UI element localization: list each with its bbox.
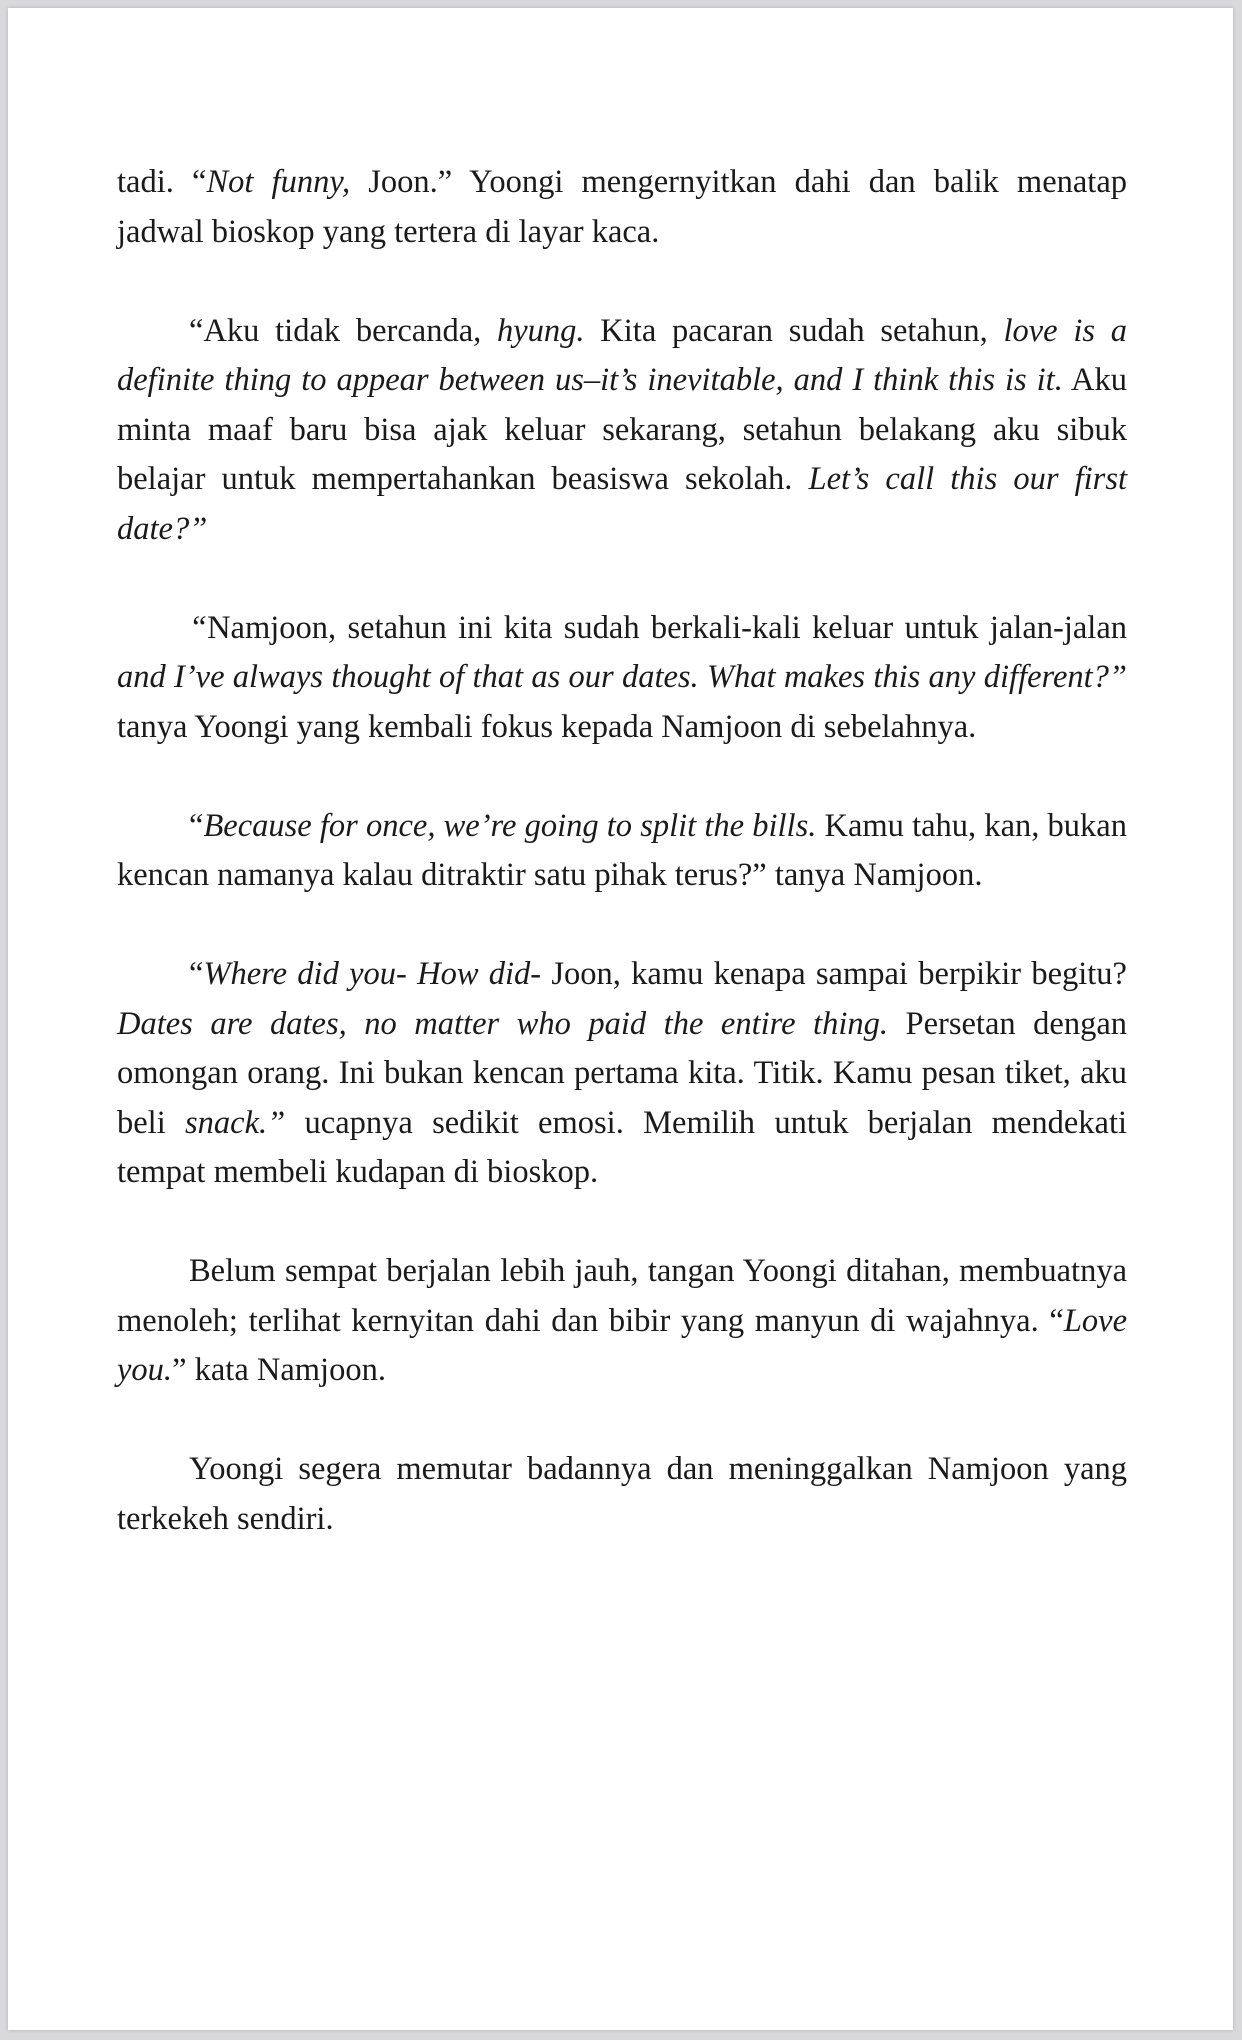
text-run: “Aku tidak bercanda, — [189, 312, 497, 349]
text-run: Kita pacaran sudah setahun, — [584, 312, 1004, 349]
italic-text-run: Where did you- How did- — [203, 956, 542, 992]
italic-text-run: Because for once, we’re going to split the bills. — [203, 807, 817, 844]
italic-text-run: and I’ve always thought of that as our dates. What makes this any different?” — [117, 659, 1127, 695]
italic-text-run: Love you. — [117, 1302, 1127, 1388]
text-run: Belum sempat berjalan lebih jauh, tangan Yoongi ditahan, membuatnya menoleh; terlihat kernyitan dahi dan bibir yang manyun di wajahnya. “ — [117, 1253, 1127, 1339]
body-text — [117, 158, 1127, 1594]
paragraph — [117, 604, 1127, 753]
text-run: Aku minta maaf baru bisa ajak keluar sekarang, setahun belakang aku sibuk belajar untuk mempertahankan beasiswa sekolah. — [117, 362, 1127, 497]
text-run: ” kata Namjoon. — [172, 1352, 386, 1388]
text-run: Namjoon, setahun ini kita sudah berkali-kali keluar untuk jalan-jalan — [207, 609, 1127, 646]
text-run: Joon.” Yoongi mengernyitkan dahi dan balik menatap jadwal bioskop yang tertera di layar kaca. — [117, 164, 1127, 250]
text-run: Yoongi segera memutar badannya dan meninggalkan Namjoon yang terkekeh sendiri. — [117, 1451, 1127, 1537]
text-run: “ — [189, 807, 204, 844]
text-run: Joon, kamu kenapa sampai berpikir begitu? — [541, 956, 1127, 992]
paragraph — [117, 802, 1127, 901]
italic-text-run: snack.” — [185, 1104, 286, 1141]
italic-text-run: Not funny, — [206, 164, 351, 200]
paragraph — [117, 158, 1127, 257]
text-run: Kamu tahu, kan, bukan kencan namanya kalau ditraktir satu pihak terus?” tanya Namjoon. — [117, 807, 1127, 893]
text-run: ucapnya sedikit emosi. Memilih untuk berjalan mendekati tempat membeli kudapan di bioskop. — [117, 1104, 1127, 1190]
italic-text-run: love is a definite thing to appear between us–it’s inevitable, and I think this is it. — [117, 312, 1128, 398]
paragraph — [117, 1247, 1127, 1396]
paragraph — [117, 307, 1127, 555]
text-run: “ — [189, 956, 204, 992]
italic-text-run: Let’s call this our first date?” — [117, 461, 1127, 547]
document-page — [8, 8, 1233, 2030]
paragraph — [117, 1445, 1127, 1544]
text-run: tanya Yoongi yang kembali fokus kepada Namjoon di sebelahnya. — [117, 708, 977, 745]
paragraph — [117, 950, 1127, 1198]
italic-text-run: Dates are dates, no matter who paid the entire thing. — [117, 1005, 888, 1042]
text-run: Persetan dengan omongan orang. Ini bukan kencan pertama kita. Titik. Kamu pesan tiket, aku beli — [117, 1005, 1127, 1141]
italic-text-run: “ — [189, 609, 208, 646]
text-run: tadi. “ — [117, 164, 207, 200]
italic-text-run: hyung. — [497, 312, 585, 349]
